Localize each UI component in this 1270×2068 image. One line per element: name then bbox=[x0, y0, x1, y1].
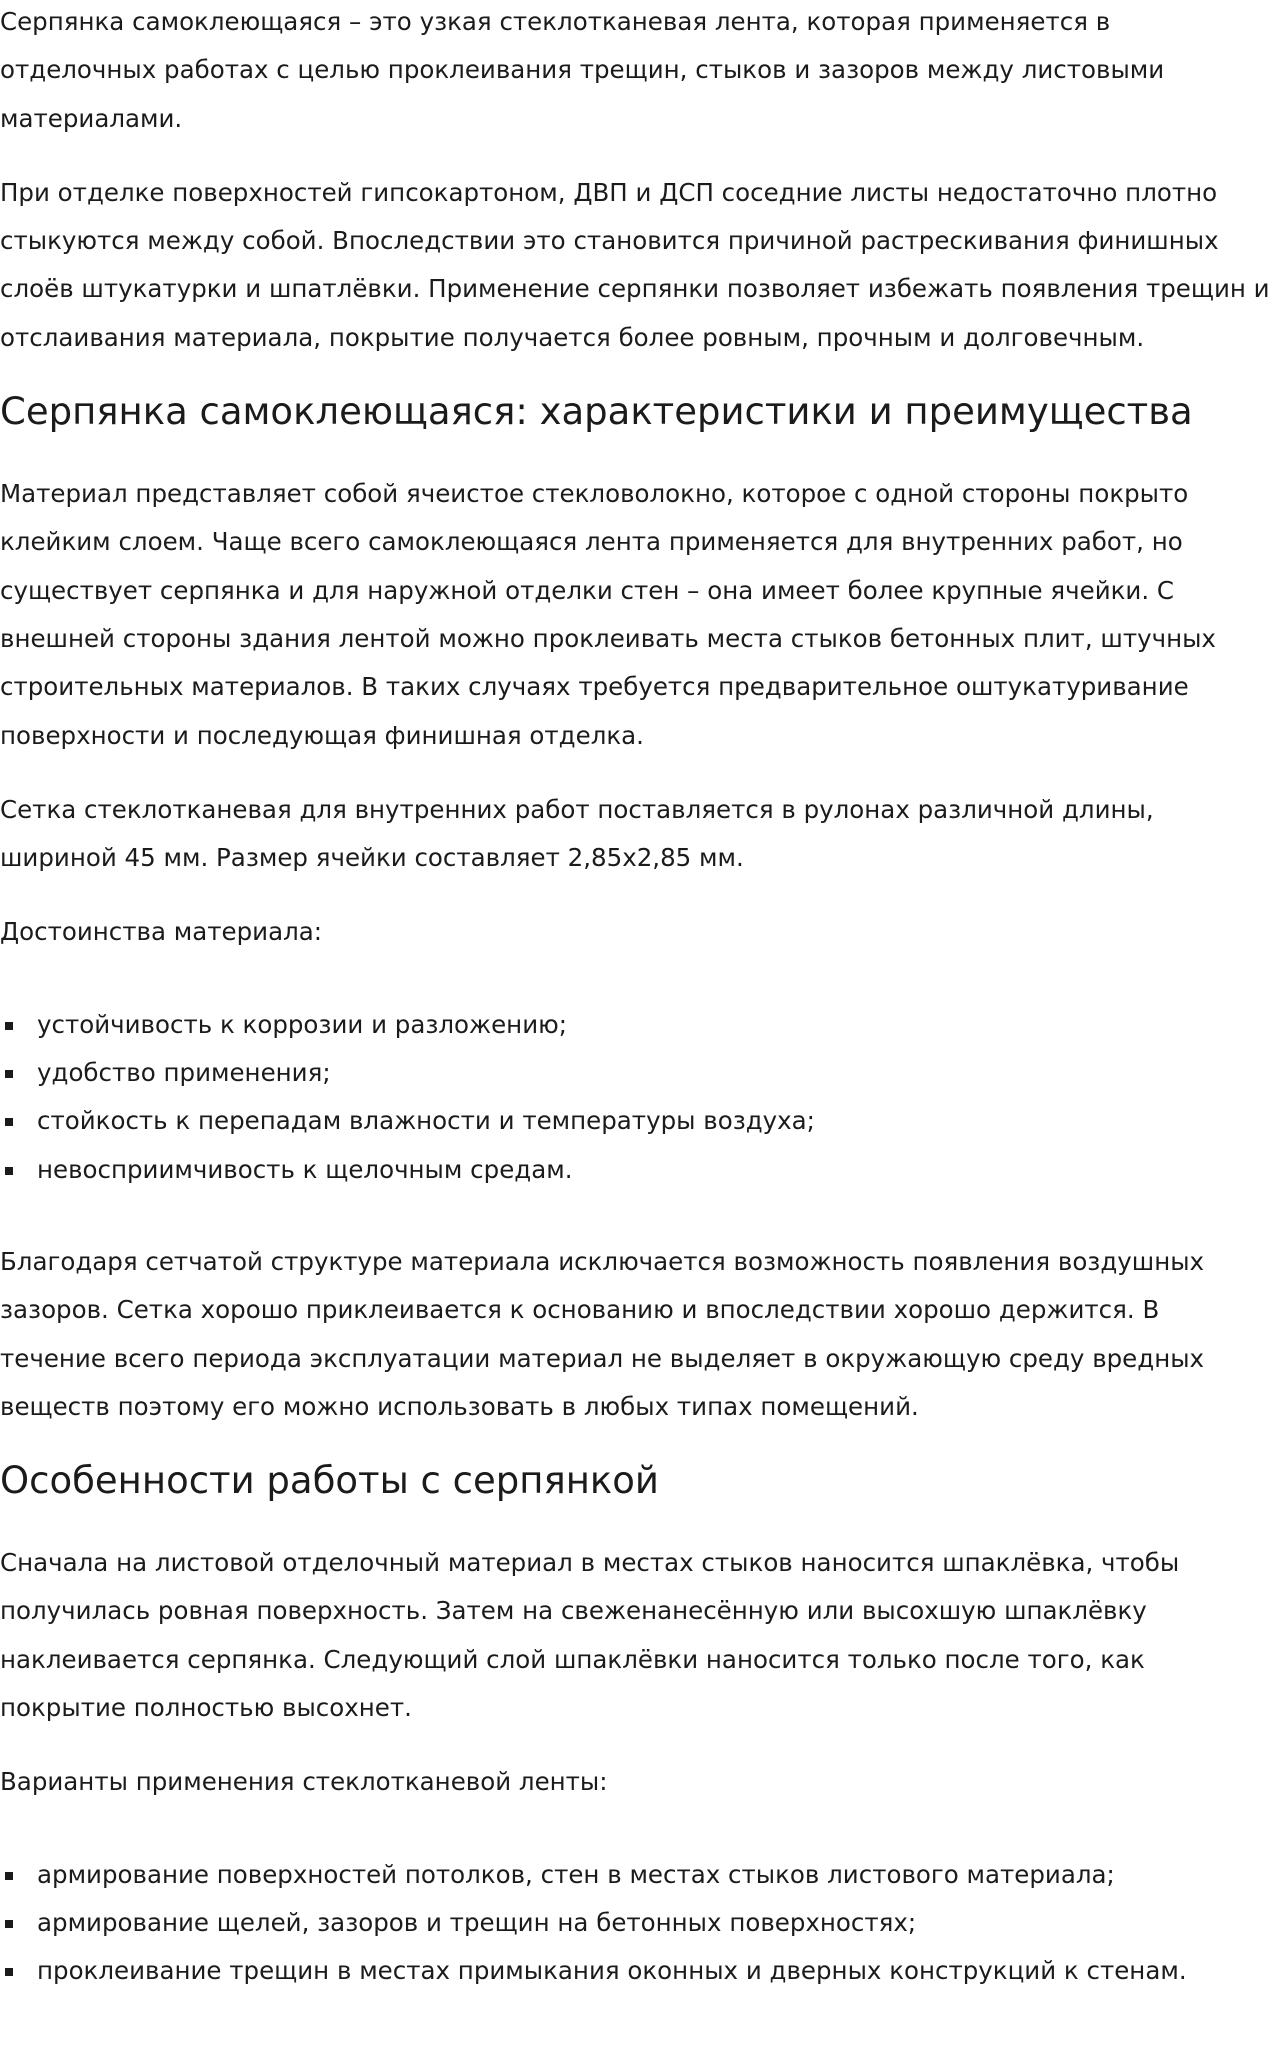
list-item bbox=[0, 1146, 1270, 1194]
square-bullet-icon bbox=[5, 1920, 13, 1928]
list-item-text: удобство применения; bbox=[37, 1058, 331, 1088]
section1-paragraph-2: Сетка стеклотканевая для внутренних работ поставляется в рулонах различной длины, шириной 45 мм. Размер ячейки составляет 2,85х2,85 мм. bbox=[0, 794, 1154, 873]
list-item-text: армирование щелей, зазоров и трещин на бетонных поверхностях; bbox=[37, 1907, 917, 1937]
list-item-text: проклеивание трещин в местах примыкания оконных и дверных конструкций к стенам. bbox=[37, 1956, 1187, 1986]
advantages-list bbox=[0, 1001, 1270, 1194]
square-bullet-icon bbox=[5, 1118, 13, 1126]
square-bullet-icon bbox=[5, 1968, 13, 1976]
list-item-text: стойкость к перепадам влажности и температуры воздуха; bbox=[37, 1106, 815, 1136]
section1-paragraph-1: Материал представляет собой ячеистое стекловолокно, которое с одной стороны покрыто клейким слоем. Чаще всего самоклеющаяся лента применяется для внутренних работ, но существует серпянка и для наружной отделки стен – она имеет более крупные ячейки. С внешней стороны здания лентой можно проклеивать места стыков бетонных плит, штучных строительных материалов. В таких случаях требуется предварительное оштукатуривание поверхности и последующая финишная отделка. bbox=[0, 479, 1216, 750]
list-item bbox=[0, 1049, 1270, 1097]
list-item-text: невосприимчивость к щелочным средам. bbox=[37, 1154, 573, 1184]
section2-paragraph-1: Сначала на листовой отделочный материал в местах стыков наносится шпаклёвка, чтобы получилась ровная поверхность. Затем на свеженанесённую или высохшую шпаклёвку наклеивается серпянка. Следующий слой шпаклёвки наносится только после того, как покрытие полностью высохнет. bbox=[0, 1548, 1180, 1723]
intro-paragraph-2: При отделке поверхностей гипсокартоном, ДВП и ДСП соседние листы недостаточно плотно стыкуются между собой. Впоследствии это становится причиной растрескивания финишных слоёв штукатурки и шпатлёвки. Применение серпянки позволяет избежать появления трещин и отслаивания материала, покрытие получается более ровным, прочным и долговечным. bbox=[0, 177, 1270, 352]
usage-list-title: Варианты применения стеклотканевой ленты: bbox=[0, 1767, 608, 1797]
list-item bbox=[0, 1899, 1270, 1947]
usage-list bbox=[0, 1851, 1270, 1996]
list-item-text: устойчивость к коррозии и разложению; bbox=[37, 1009, 567, 1039]
square-bullet-icon bbox=[5, 1022, 13, 1030]
section-heading-work-features: Особенности работы с серпянкой bbox=[0, 1459, 659, 1503]
list-item bbox=[0, 1947, 1270, 1995]
square-bullet-icon bbox=[5, 1167, 13, 1175]
square-bullet-icon bbox=[5, 1872, 13, 1880]
list-item bbox=[0, 1097, 1270, 1145]
section-heading-characteristics: Серпянка самоклеющаяся: характеристики и преимущества bbox=[0, 390, 1193, 434]
advantages-list-title: Достоинства материала: bbox=[0, 917, 323, 947]
square-bullet-icon bbox=[5, 1070, 13, 1078]
list-item bbox=[0, 1001, 1270, 1049]
section1-paragraph-3: Благодаря сетчатой структуре материала исключается возможность появления воздушных зазоров. Сетка хорошо приклеивается к основанию и впоследствии хорошо держится. В течение всего периода эксплуатации материал не выделяет в окружающую среду вредных веществ поэтому его можно использовать в любых типах помещений. bbox=[0, 1246, 1205, 1421]
list-item-text: армирование поверхностей потолков, стен в местах стыков листового материала; bbox=[37, 1859, 1115, 1889]
list-item bbox=[0, 1851, 1270, 1899]
intro-paragraph-1: Серпянка самоклеющаяся – это узкая стеклотканевая лента, которая применяется в отделочных работах с целью проклеивания трещин, стыков и зазоров между листовыми материалами. bbox=[0, 7, 1165, 133]
